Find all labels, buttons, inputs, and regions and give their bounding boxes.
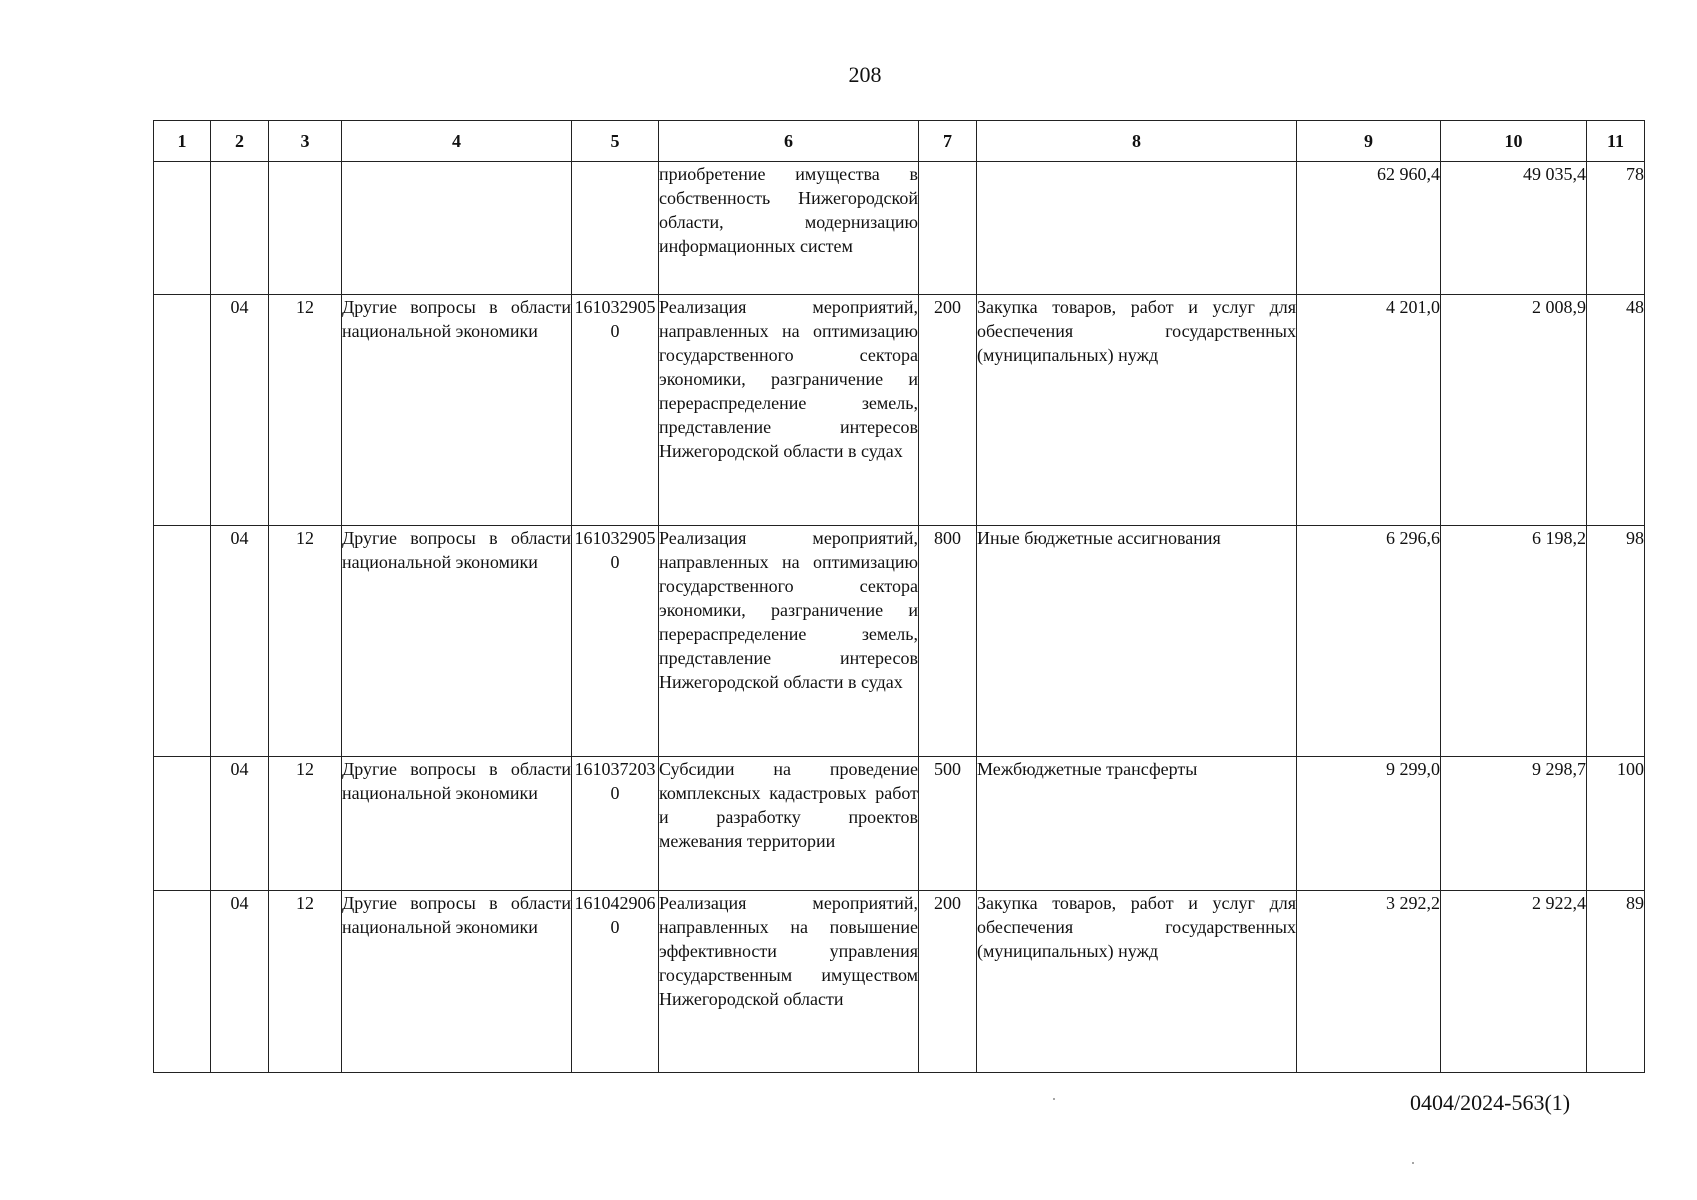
cell-section-name: Другие вопросы в области национальной экономики [342, 295, 572, 526]
cell-percent: 89 [1587, 891, 1645, 1073]
cell-expense-name: Иные бюджетные ассигнования [977, 526, 1297, 757]
header-col-6: 6 [659, 121, 919, 162]
header-col-8: 8 [977, 121, 1297, 162]
budget-table [153, 120, 1645, 1073]
cell-col-1 [154, 757, 211, 891]
cell-expense-type: 800 [919, 526, 977, 757]
cell-description: Реализация мероприятий, направленных на повышение эффективности управления государственным имуществом Нижегородской области [659, 891, 919, 1073]
cell-actual-amount: 2 922,4 [1441, 891, 1587, 1073]
cell-expense-type [919, 162, 977, 295]
cell-section [211, 162, 269, 295]
table-row [154, 162, 1645, 295]
cell-actual-amount: 6 198,2 [1441, 526, 1587, 757]
cell-section-name: Другие вопросы в области национальной экономики [342, 757, 572, 891]
cell-actual-amount: 49 035,4 [1441, 162, 1587, 295]
cell-col-1 [154, 295, 211, 526]
header-col-10: 10 [1441, 121, 1587, 162]
cell-percent: 48 [1587, 295, 1645, 526]
cell-plan-amount: 3 292,2 [1297, 891, 1441, 1073]
cell-expense-name: Закупка товаров, работ и услуг для обеспечения государственных (муниципальных) нужд [977, 891, 1297, 1073]
cell-subsection [269, 162, 342, 295]
cell-subsection: 12 [269, 526, 342, 757]
header-row [154, 121, 1645, 162]
header-col-1: 1 [154, 121, 211, 162]
table-row [154, 295, 1645, 526]
cell-plan-amount: 4 201,0 [1297, 295, 1441, 526]
page-number: 208 [848, 62, 882, 87]
cell-plan-amount: 6 296,6 [1297, 526, 1441, 757]
cell-section: 04 [211, 295, 269, 526]
cell-target-code: 1610329050 [572, 295, 659, 526]
cell-col-1 [154, 526, 211, 757]
cell-expense-type: 500 [919, 757, 977, 891]
cell-description: приобретение имущества в собственность Нижегородской области, модернизацию информационных систем [659, 162, 919, 295]
cell-section: 04 [211, 526, 269, 757]
cell-expense-type: 200 [919, 295, 977, 526]
cell-target-code: 1610429060 [572, 891, 659, 1073]
header-col-7: 7 [919, 121, 977, 162]
header-col-5: 5 [572, 121, 659, 162]
cell-section: 04 [211, 757, 269, 891]
table-row [154, 526, 1645, 757]
cell-description: Реализация мероприятий, направленных на оптимизацию государственного сектора экономики, разграничение и перераспределение земель, представление интересов Нижегородской области в судах [659, 526, 919, 757]
cell-subsection: 12 [269, 295, 342, 526]
header-col-3: 3 [269, 121, 342, 162]
document-code: 0404/2024-563(1) [1410, 1090, 1571, 1115]
cell-expense-name: Межбюджетные трансферты [977, 757, 1297, 891]
cell-section-name: Другие вопросы в области национальной экономики [342, 526, 572, 757]
cell-col-1 [154, 162, 211, 295]
cell-expense-name [977, 162, 1297, 295]
cell-expense-type: 200 [919, 891, 977, 1073]
scan-speck [1412, 1162, 1414, 1164]
scan-speck [1053, 1098, 1055, 1100]
cell-target-code: 1610372030 [572, 757, 659, 891]
cell-section: 04 [211, 891, 269, 1073]
cell-target-code [572, 162, 659, 295]
cell-plan-amount: 9 299,0 [1297, 757, 1441, 891]
cell-section-name [342, 162, 572, 295]
cell-percent: 78 [1587, 162, 1645, 295]
cell-subsection: 12 [269, 891, 342, 1073]
header-col-4: 4 [342, 121, 572, 162]
cell-percent: 100 [1587, 757, 1645, 891]
cell-percent: 98 [1587, 526, 1645, 757]
cell-section-name: Другие вопросы в области национальной экономики [342, 891, 572, 1073]
cell-plan-amount: 62 960,4 [1297, 162, 1441, 295]
cell-col-1 [154, 891, 211, 1073]
header-col-2: 2 [211, 121, 269, 162]
table-row [154, 757, 1645, 891]
cell-actual-amount: 2 008,9 [1441, 295, 1587, 526]
cell-expense-name: Закупка товаров, работ и услуг для обеспечения государственных (муниципальных) нужд [977, 295, 1297, 526]
header-col-11: 11 [1587, 121, 1645, 162]
header-col-9: 9 [1297, 121, 1441, 162]
cell-actual-amount: 9 298,7 [1441, 757, 1587, 891]
cell-subsection: 12 [269, 757, 342, 891]
cell-target-code: 1610329050 [572, 526, 659, 757]
cell-description: Субсидии на проведение комплексных кадастровых работ и разработку проектов межевания территории [659, 757, 919, 891]
cell-description: Реализация мероприятий, направленных на оптимизацию государственного сектора экономики, разграничение и перераспределение земель, представление интересов Нижегородской области в судах [659, 295, 919, 526]
table-row [154, 891, 1645, 1073]
